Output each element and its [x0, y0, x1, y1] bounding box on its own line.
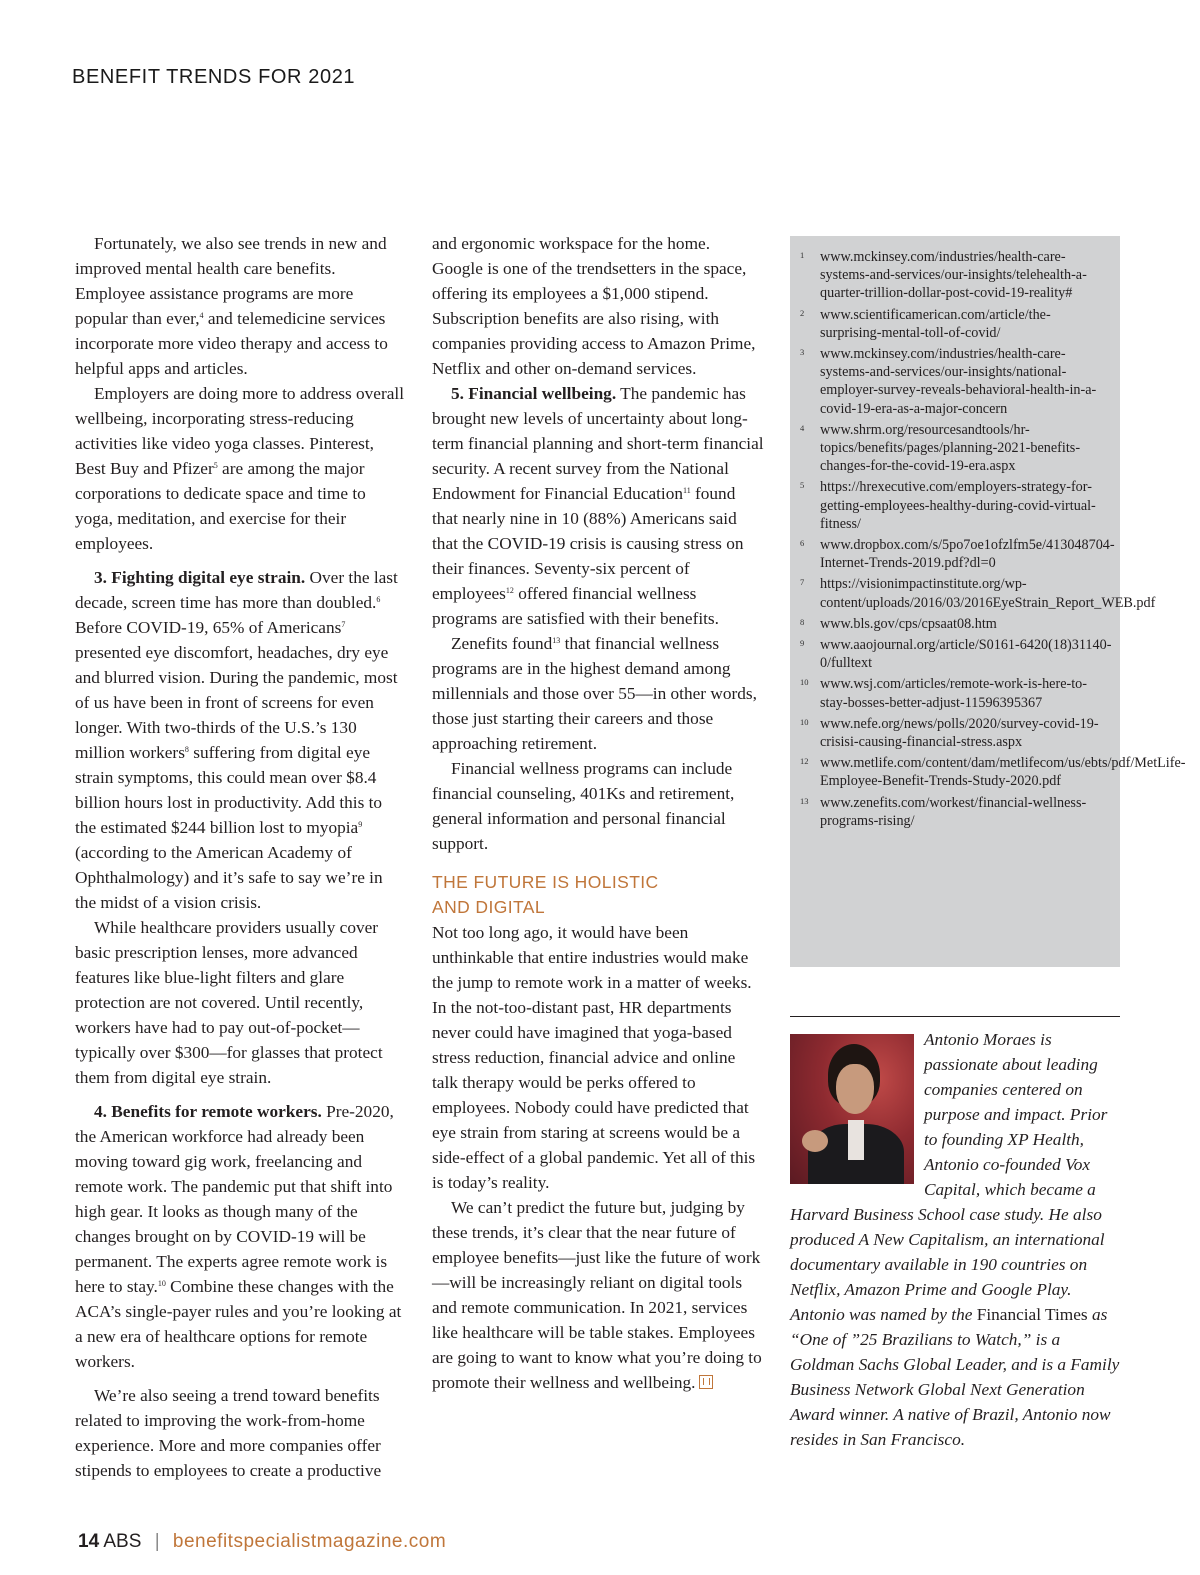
article-column-1 — [75, 231, 407, 1483]
footnote-number: 2 — [800, 307, 805, 318]
footnote-url[interactable]: www.aaojournal.org/article/S0161-6420(18)31140-0/fulltext — [820, 637, 1112, 672]
footnote-url[interactable]: www.shrm.org/resourcesandtools/hr-topics/benefits/pages/planning-2021-benefits-changes-for-the-covid-19-era.aspx — [820, 421, 1081, 475]
footnote-item — [800, 421, 1112, 476]
paragraph: We’re also seeing a trend toward benefits related to improving the work-from-home experience. More and more companies offer stipends to employees to create a productive — [75, 1386, 382, 1480]
paragraph: 3. Fighting digital eye strain. Over the last decade, screen time has more than doubled.$^6$ Before COVID-19, 65% of Americans$^7$ presented eye discomfort, headaches, dry eye and blurred vision. During the pandemic, most of us have been in front of screens for even longer. With two-thirds of the U.S.’s 130 million workers$^8$ suffering from digital eye strain symptoms, this could mean over $8.4 billion hours lost in productivity. Add this to the estimated $244 billion lost to myopia$^9$ (according to the American Academy of Ophthalmology) and it’s safe to say we’re in the midst of a vision crisis. — [75, 568, 398, 912]
footnote-url[interactable]: www.mckinsey.com/industries/health-care-systems-and-services/our-insights/national-employer-survey-reveals-behavioral-health-in-a-covid-19-era-as-a-major-concern — [820, 346, 1097, 417]
footnote-url[interactable]: https://hrexecutive.com/employers-strategy-for-getting-employees-healthy-during-covid-virtual-fitness/ — [820, 479, 1096, 532]
article-column-2 — [432, 231, 764, 1395]
footnotes-box — [790, 236, 1186, 967]
footnote-number: 3 — [800, 347, 805, 358]
footnote-item — [800, 794, 1112, 830]
section-heading: THE FUTURE IS HOLISTIC AND DIGITAL — [432, 872, 659, 917]
footnote-number: 10 — [800, 716, 809, 727]
footnote-number: 9 — [800, 638, 805, 649]
footnote-item — [800, 536, 1115, 572]
footnote-url[interactable]: www.scientificamerican.com/article/the-surprising-mental-toll-of-covid/ — [820, 306, 1051, 341]
footnote-number: 13 — [800, 795, 809, 806]
paragraph: 4. Benefits for remote workers. Pre-2020, the American workforce had already been moving toward gig work, freelancing and remote work. The pandemic put that shift into high gear. It looks as though many of the changes brought on by COVID-19 will be permanent. The experts agree remote work is here to stay.$^{10}$ Combine these changes with the ACA’s single-payer rules and you’re looking at a new era of healthcare options for remote workers. — [75, 1102, 402, 1371]
paragraph: Employers are doing more to address overall wellbeing, incorporating stress-reducing activities like video yoga classes. Pinterest, Best Buy and Pfizer$^5$ are among the major corporations to dedicate space and time to yoga, meditation, and exercise for their employees. — [75, 384, 405, 553]
footnote-url[interactable]: www.zenefits.com/workest/financial-wellness-programs-rising/ — [820, 794, 1087, 829]
footnote-url[interactable]: https://visionimpactinstitute.org/wp-content/uploads/2016/03/2016EyeStrain_Report_WEB.pdf — [820, 576, 1156, 611]
paragraph: 5. Financial wellbeing. The pandemic has brought new levels of uncertainty about long-term financial planning and short-term financial security. A recent survey from the National Endowment for Financial Education$^{11}$ found that nearly nine in 10 (88%) Americans said that the COVID-19 crisis is causing stress on their finances. Seventy-six percent of employees$^{12}$ offered financial wellness programs are satisfied with their benefits. — [432, 384, 764, 628]
footnote-url[interactable]: www.metlife.com/content/dam/metlifecom/us/ebts/pdf/MetLife-Employee-Benefit-Trends-Study-2020.pdf — [820, 755, 1186, 790]
section-lead: 5. Financial wellbeing. — [451, 384, 617, 403]
footnote-item — [800, 636, 1112, 672]
footnotes-list — [800, 248, 1186, 830]
paragraph: Financial wellness programs can include financial counseling, 401Ks and retirement, general information and personal financial support. — [432, 759, 735, 853]
publication-name: Financial Times — [976, 1305, 1088, 1324]
footnote-item — [800, 478, 1112, 533]
footnote-number: 7 — [800, 577, 805, 588]
divider — [790, 1016, 1120, 1017]
paragraph: and ergonomic workspace for the home. Google is one of the trendsetters in the space, offering its employees a $1,000 stipend. Subscription benefits are also rising, with companies providing access to Amazon Prime, Netflix and other on-demand services. — [432, 234, 756, 378]
footnote-number: 6 — [800, 538, 805, 549]
footnote-number: 1 — [800, 250, 805, 260]
footnote-item — [800, 675, 1112, 711]
footnote-url[interactable]: www.wsj.com/articles/remote-work-is-here-to-stay-bosses-better-adjust-11596395367 — [820, 676, 1087, 711]
page-number: 14 — [78, 1531, 100, 1552]
running-header: BENEFIT TRENDS FOR 2021 — [72, 66, 356, 88]
footnote-item — [800, 248, 1112, 303]
footnote-item — [800, 345, 1112, 418]
section-lead: 3. Fighting digital eye strain. — [94, 568, 306, 587]
footnote-number: 5 — [800, 480, 805, 491]
footnote-item — [800, 306, 1112, 342]
author-bio: Antonio Moraes is passionate about leading companies centered on purpose and impact. Prior to founding XP Health, Antonio co-founded Vox Capital, which became a Harvard Business School case study. He also produced A New Capitalism, an international documentary available in 190 countries on Netflix, Amazon Prime and Google Play. Antonio was named by the Financial Times as “One of ”25 Brazilians to Watch,” is a Goldman Sachs Global Leader, and is a Family Business Network Global Next Generation Award winner. A native of Brazil, Antonio now resides in San Francisco. — [790, 1030, 1120, 1449]
footnote-url[interactable]: www.dropbox.com/s/5po7oe1ofzlfm5e/413048704-Internet-Trends-2019.pdf?dl=0 — [820, 537, 1115, 572]
author-photo — [790, 1034, 914, 1184]
footnote-number: 10 — [800, 677, 809, 688]
footnote-url[interactable]: www.mckinsey.com/industries/health-care-systems-and-services/our-insights/telehealth-a-quarter-trillion-dollar-post-covid-19-reality# — [820, 249, 1087, 302]
section-lead: 4. Benefits for remote workers. — [94, 1102, 322, 1121]
magazine-abbrev: ABS — [103, 1531, 142, 1552]
footnote-item — [800, 615, 1112, 633]
page-footer — [78, 1531, 446, 1553]
footnote-item — [800, 575, 1156, 611]
footnote-number: 8 — [800, 616, 805, 627]
footnote-number: 4 — [800, 422, 805, 433]
paragraph: Zenefits found$^{13}$ that financial wellness programs are in the highest demand among millennials and those over 55—in other words, those just starting their careers and those approaching retirement. — [432, 634, 757, 753]
paragraph: While healthcare providers usually cover basic prescription lenses, more advanced features like blue-light filters and glare protection are not covered. Until recently, workers have had to pay out-of-pocket—typically over $300—for glasses that protect them from digital eye strain. — [75, 918, 383, 1087]
footnote-number: 12 — [800, 756, 809, 767]
footnote-item — [800, 754, 1186, 790]
footer-separator: | — [154, 1531, 160, 1552]
footnote-item — [800, 715, 1112, 751]
footnote-url[interactable]: www.nefe.org/news/polls/2020/survey-covid-19-crisisi-causing-financial-stress.aspx — [820, 715, 1099, 751]
footnote-url[interactable]: www.bls.gov/cps/cpsaat08.htm — [820, 615, 997, 632]
paragraph: We can’t predict the future but, judging by these trends, it’s clear that the near future of employee benefits—just like the future of work—will be increasingly reliant on digital tools and remote communication. In 2021, services like healthcare will be table stakes. Employees are going to want to know what you’re doing to promote their wellness and wellbeing. — [432, 1198, 762, 1392]
end-mark-icon — [699, 1375, 713, 1389]
paragraph: Not too long ago, it would have been unthinkable that entire industries would make the jump to remote work in a matter of weeks. In the not-too-distant past, HR departments never could have imagined that yoga-based stress reduction, financial advice and online talk therapy would be perks offered to employees. Nobody could have predicted that eye strain from staring at screens would be a side-effect of a global pandemic. Yet all of this is today’s reality. — [432, 923, 756, 1192]
paragraph: Fortunately, we also see trends in new and improved mental health care benefits. Employee assistance programs are more popular than ever,$^4$ and telemedicine services incorporate more video therapy and access to helpful apps and articles. — [75, 234, 388, 378]
website-link[interactable]: benefitspecialistmagazine.com — [172, 1531, 447, 1552]
